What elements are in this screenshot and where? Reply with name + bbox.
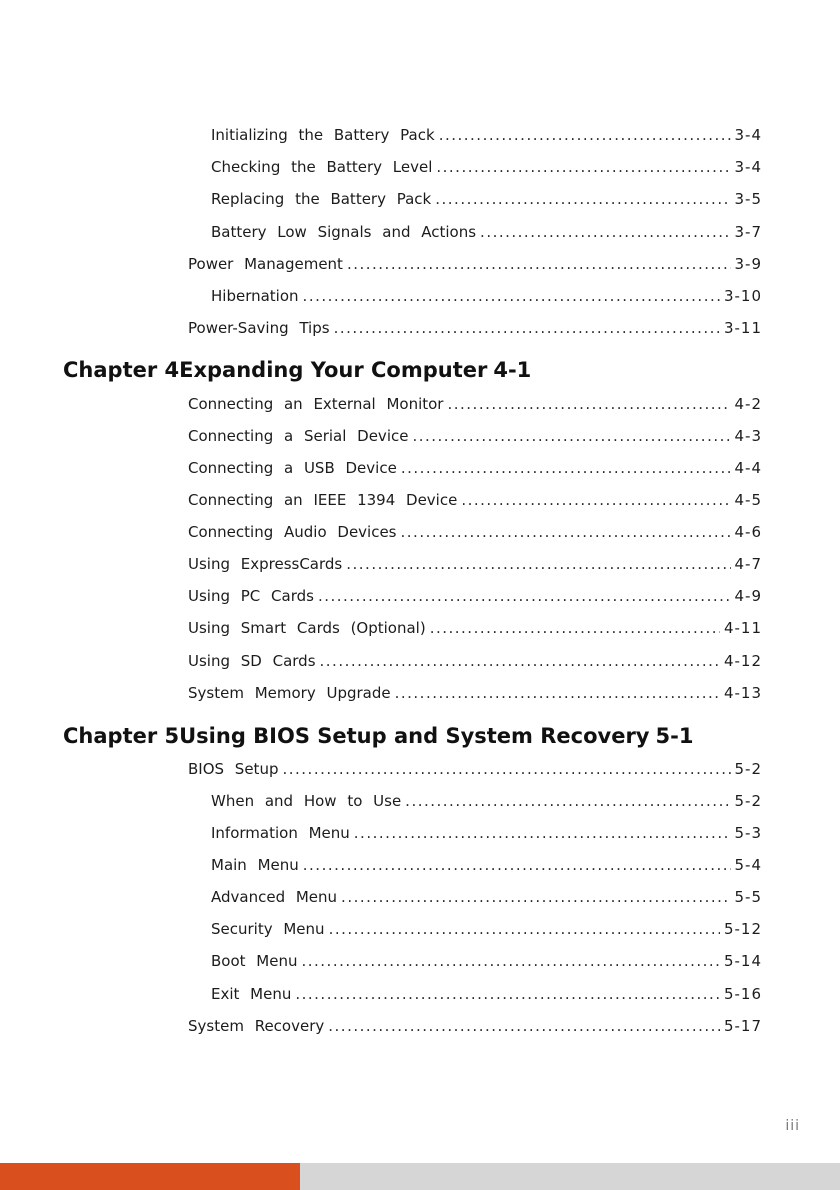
toc-entry-title: Connecting an IEEE 1394 Device (188, 491, 458, 509)
toc-entry (188, 319, 762, 345)
toc-leader-dots (412, 427, 730, 445)
toc-leader-dots (347, 255, 731, 273)
toc-leader-dots (328, 1017, 720, 1035)
toc-entry-page: 4-3 (734, 427, 762, 445)
toc-entry-page: 3-5 (734, 190, 762, 208)
toc-entry (211, 287, 762, 313)
toc-entry-title: Connecting an External Monitor (188, 395, 444, 413)
toc-entry-title: Connecting Audio Devices (188, 523, 397, 541)
toc-leader-dots (405, 792, 730, 810)
toc-entry-title: Using ExpressCards (188, 555, 343, 573)
toc-entry-page: 5-14 (723, 952, 762, 970)
toc-entry (188, 684, 762, 710)
toc-entry (211, 920, 762, 946)
toc-leader-dots (401, 523, 731, 541)
toc-entry (211, 126, 762, 152)
toc-entry-page: 5-2 (734, 792, 762, 810)
toc-entry-title: When and How to Use (211, 792, 402, 810)
toc-entry (211, 952, 762, 978)
toc-entry-page: 5-16 (723, 985, 762, 1003)
toc-leader-dots (341, 888, 730, 906)
toc-entry (211, 190, 762, 216)
toc-leader-dots (439, 126, 731, 144)
toc-leader-dots (303, 856, 731, 874)
toc-entry-page: 5-3 (734, 824, 762, 842)
toc-leader-dots (303, 287, 720, 305)
toc-entry-title: System Memory Upgrade (188, 684, 391, 702)
toc-leader-dots (430, 619, 720, 637)
toc-entry (188, 652, 762, 678)
toc-chapter-title: Chapter 4Expanding Your Computer (63, 358, 488, 382)
toc-entry-page: 5-2 (734, 760, 762, 778)
toc-entry (188, 491, 762, 517)
toc-chapter-page: 5-1 (655, 724, 694, 748)
toc-entry-title: Main Menu (211, 856, 299, 874)
toc-leader-dots (435, 190, 730, 208)
toc-entry-page: 5-4 (734, 856, 762, 874)
toc-leader-dots (320, 652, 720, 670)
toc-entry-title: Exit Menu (211, 985, 292, 1003)
toc-entry-title: Battery Low Signals and Actions (211, 223, 477, 241)
toc-entry-title: Using Smart Cards (Optional) (188, 619, 426, 637)
toc-entry-title: Replacing the Battery Pack (211, 190, 432, 208)
toc-entry-title: Connecting a USB Device (188, 459, 397, 477)
toc-entry-page: 4-9 (734, 587, 762, 605)
toc-entry-page: 4-6 (734, 523, 762, 541)
toc-entry (188, 555, 762, 581)
toc-leader-dots (480, 223, 730, 241)
toc-leader-dots (282, 760, 730, 778)
toc-entry-title: Power Management (188, 255, 343, 273)
toc-entry-title: Information Menu (211, 824, 350, 842)
toc-entry (211, 856, 762, 882)
toc-entry-page: 3-9 (734, 255, 762, 273)
toc-entry-title: BIOS Setup (188, 760, 279, 778)
toc-entry-page: 4-13 (723, 684, 762, 702)
toc-entry (211, 158, 762, 184)
toc-leader-dots (395, 684, 720, 702)
toc-entry (188, 619, 762, 645)
toc-entry (188, 255, 762, 281)
toc-leader-dots (401, 459, 731, 477)
toc-leader-dots (329, 920, 720, 938)
toc-entry-page: 5-17 (723, 1017, 762, 1035)
toc-entry (188, 760, 762, 786)
toc-entry-title: Hibernation (211, 287, 299, 305)
toc-leader-dots (295, 985, 720, 1003)
toc-entry-page: 3-10 (723, 287, 762, 305)
toc-entry (211, 792, 762, 818)
toc-entry (211, 824, 762, 850)
toc-chapter-heading (63, 724, 762, 754)
toc-entry (188, 523, 762, 549)
toc-entry-page: 3-7 (734, 223, 762, 241)
toc-entry-page: 3-4 (734, 126, 762, 144)
toc-chapter-title: Chapter 5Using BIOS Setup and System Recovery (63, 724, 650, 748)
toc-leader-dots (461, 491, 730, 509)
toc-entry-title: Power-Saving Tips (188, 319, 330, 337)
footer-accent-bar (0, 1163, 300, 1190)
toc-entry-title: Checking the Battery Level (211, 158, 433, 176)
toc-entry-title: System Recovery (188, 1017, 325, 1035)
footer-grey-bar (300, 1163, 840, 1190)
toc-entry-title: Using SD Cards (188, 652, 316, 670)
toc-entry-page: 5-12 (723, 920, 762, 938)
toc-entry (211, 888, 762, 914)
toc-chapter-heading (63, 358, 762, 388)
toc-entry-page: 3-4 (734, 158, 762, 176)
toc-chapter-page: 4-1 (493, 358, 532, 382)
toc-entry-page: 3-11 (723, 319, 762, 337)
toc-entry-page: 4-12 (723, 652, 762, 670)
toc-leader-dots (301, 952, 719, 970)
toc-entry (188, 395, 762, 421)
toc-leader-dots (436, 158, 730, 176)
toc-leader-dots (346, 555, 730, 573)
toc-leader-dots (447, 395, 730, 413)
toc-entry (188, 459, 762, 485)
toc-leader-dots (334, 319, 720, 337)
toc-entry-title: Security Menu (211, 920, 325, 938)
toc-entry-title: Advanced Menu (211, 888, 338, 906)
toc-entry-page: 4-5 (734, 491, 762, 509)
toc-entry-page: 4-7 (734, 555, 762, 573)
toc-leader-dots (354, 824, 731, 842)
toc-entry-page: 5-5 (734, 888, 762, 906)
toc-entry-title: Connecting a Serial Device (188, 427, 409, 445)
toc-entry (211, 985, 762, 1011)
toc-entry-title: Using PC Cards (188, 587, 314, 605)
page-number: iii (785, 1118, 800, 1134)
toc-entry-page: 4-11 (723, 619, 762, 637)
toc-entry-page: 4-4 (734, 459, 762, 477)
toc-entry-page: 4-2 (734, 395, 762, 413)
toc-entry (211, 223, 762, 249)
toc-entry (188, 587, 762, 613)
toc-entry (188, 427, 762, 453)
toc-entry-title: Initializing the Battery Pack (211, 126, 435, 144)
toc-entry-title: Boot Menu (211, 952, 298, 970)
toc-entry (188, 1017, 762, 1043)
toc-leader-dots (318, 587, 731, 605)
